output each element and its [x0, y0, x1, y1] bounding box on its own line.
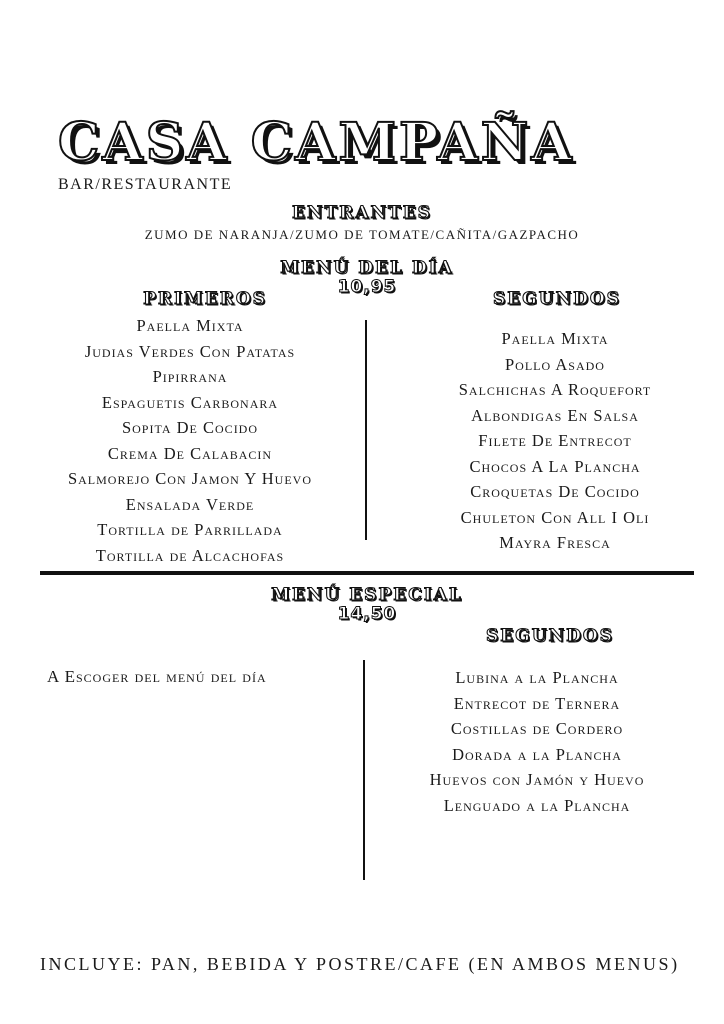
menu-dia-title: MENÚ DEL DÍA	[280, 258, 454, 278]
list-item: Tortilla de Alcachofas	[95, 545, 285, 565]
segundos-title: SEGUNDOS	[493, 289, 621, 309]
especial-segundos-list	[392, 665, 682, 818]
list-item: Croquetas De Cocido	[470, 482, 640, 501]
menu-dia-price: 10,95	[337, 277, 397, 297]
primeros-title: PRIMEROS	[143, 289, 267, 309]
section-divider	[40, 571, 694, 575]
list-item: Paella Mixta	[136, 316, 244, 335]
footer-note: INCLUYE: PAN, BEBIDA Y POSTRE/CAFE (EN AMBOS MENUS)	[40, 954, 680, 974]
list-item: Lenguado a la Plancha	[443, 795, 631, 815]
list-item: Pipirrana	[152, 367, 228, 386]
list-item: Entrecot de Ternera	[453, 693, 621, 713]
list-item: Salmorejo Con Jamon Y Huevo	[67, 469, 313, 488]
entrantes-title: ENTRANTES	[292, 203, 432, 223]
list-item: Pollo Asado	[505, 354, 605, 374]
segundos-list	[410, 326, 700, 556]
entrantes-items: ZUMO DE NARANJA/ZUMO DE TOMATE/CAÑITA/GAZPACHO	[144, 227, 580, 242]
menu-especial-title: MENÚ ESPECIAL	[271, 585, 463, 605]
list-item: Salchichas A Roquefort	[458, 380, 652, 399]
list-item: Huevos con Jamón y Huevo	[429, 770, 645, 789]
list-item: Chocos A La Plancha	[469, 456, 641, 476]
list-item: Sopita De Cocido	[121, 418, 259, 437]
list-item: Ensalada Verde	[125, 494, 255, 514]
restaurant-subtitle: BAR/RESTAURANTE	[58, 176, 233, 193]
list-item: Tortilla de Parrillada	[97, 520, 283, 539]
list-item: Espaguetis Carbonara	[101, 392, 279, 412]
menu-dia-divider	[365, 320, 367, 540]
list-item: Albondigas En Salsa	[471, 405, 639, 425]
list-item: Crema De Calabacin	[107, 443, 273, 463]
list-item: Dorada a la Plancha	[452, 744, 622, 764]
list-item: Costillas de Cordero	[450, 719, 624, 738]
list-item: Filete De Entrecot	[478, 431, 632, 450]
list-item: Judias Verdes Con Patatas	[84, 341, 296, 361]
menu-especial-divider	[363, 660, 365, 880]
especial-primeros-note: A Escoger del menú del día	[47, 667, 267, 686]
especial-segundos-title: SEGUNDOS	[486, 626, 614, 646]
restaurant-name: CASA CAMPAÑA	[58, 112, 575, 173]
primeros-list	[50, 313, 330, 568]
list-item: Mayra Fresca	[499, 533, 611, 552]
list-item: Chuleton Con All I Oli	[460, 507, 650, 527]
list-item: Lubina a la Plancha	[455, 668, 619, 687]
list-item: Paella Mixta	[501, 329, 609, 348]
menu-especial-price: 14,50	[337, 604, 397, 624]
